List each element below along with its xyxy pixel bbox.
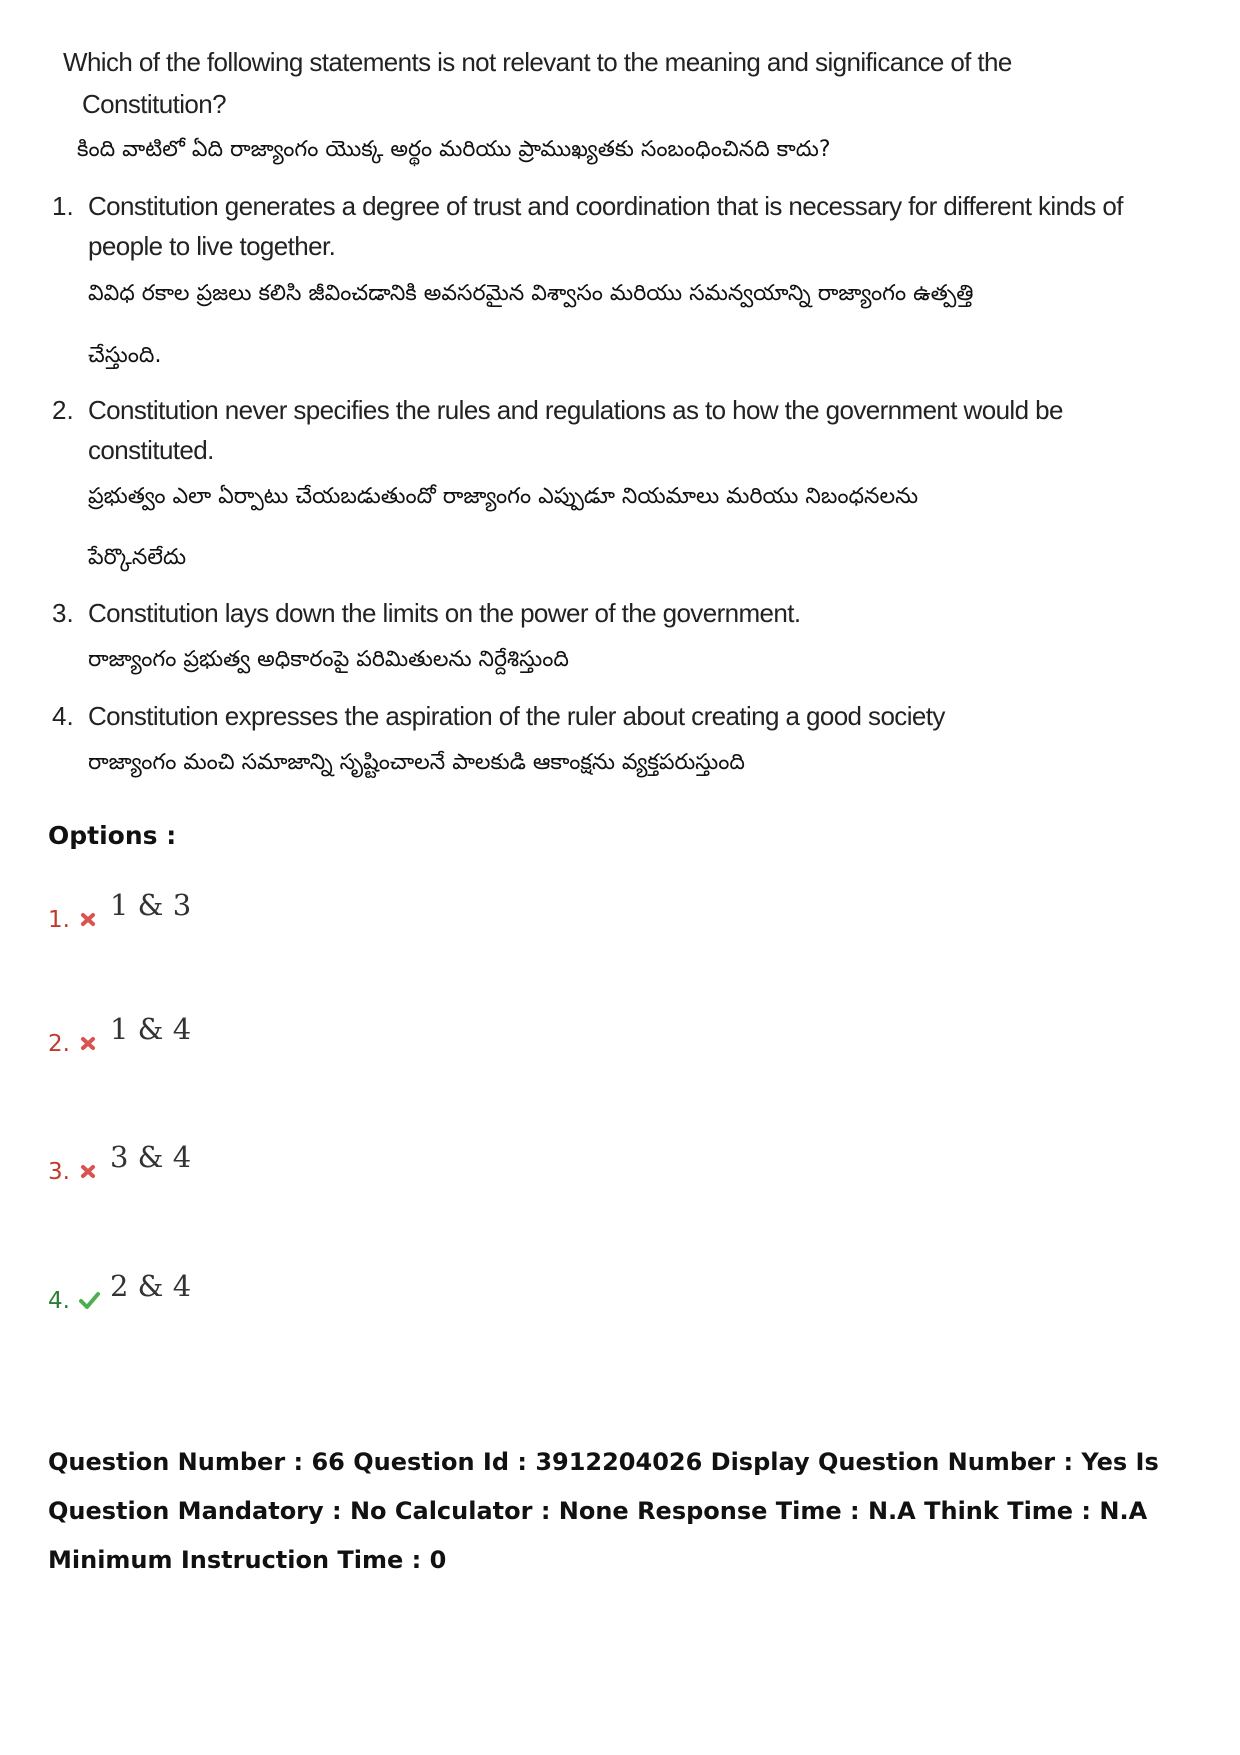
options-heading: Options : (48, 821, 177, 850)
option-2-text: 1 & 4 (110, 1012, 192, 1046)
statement-4-english-line1: Constitution expresses the aspiration of the ruler about creating a good society (88, 701, 945, 731)
statement-2-english-line2: constituted. (88, 435, 214, 465)
option-1-text: 1 & 3 (110, 888, 192, 922)
option-2[interactable] (48, 1008, 448, 1058)
option-4-text: 2 & 4 (110, 1269, 192, 1303)
option-4[interactable] (48, 1265, 448, 1315)
cross-icon (78, 908, 100, 930)
statement-2-telugu-line1: ప్రభుత్వం ఎలా ఏర్పాటు చేయబడుతుందో రాజ్యాంగం ఎప్పుడూ నియమాలు మరియు నిబంధనలను (88, 484, 919, 509)
statement-3-telugu-line1: రాజ్యాంగం ప్రభుత్వ అధికారంపై పరిమితులను నిర్దేశిస్తుంది (88, 647, 569, 672)
statement-3-english-line1: Constitution lays down the limits on the power of the government. (88, 598, 801, 628)
question-metadata: Question Number : 66 Question Id : 3912204026 Display Question Number : Yes Is Question Mandatory : No Calculator : None Response Time : N.A Think Time : N.A Minimum Instruction Time : 0 (48, 1448, 1159, 1574)
option-1[interactable] (48, 884, 448, 934)
question-stem-english-line1: Which of the following statements is not relevant to the meaning and significance of the (63, 47, 1012, 77)
option-1-number: 1. (48, 907, 70, 933)
cross-icon (78, 1032, 100, 1054)
statement-3-number: 3. (52, 598, 74, 628)
option-4-number: 4. (48, 1288, 70, 1314)
question-stem-telugu: కింది వాటిలో ఏది రాజ్యాంగం యొక్క అర్థం మరియు ప్రాముఖ్యతకు సంబంధించినది కాదు? (77, 137, 831, 162)
option-3-text: 3 & 4 (110, 1140, 192, 1174)
statement-1-english-line2: people to live together. (88, 231, 336, 261)
statement-2-telugu-line2: పేర్కొనలేదు (88, 545, 187, 570)
statement-1-number: 1. (52, 191, 74, 221)
cross-icon (78, 1160, 100, 1182)
statement-1-english-line1: Constitution generates a degree of trust and coordination that is necessary for different kinds of (88, 191, 1123, 221)
statement-4-number: 4. (52, 701, 74, 731)
option-3-number: 3. (48, 1159, 70, 1185)
option-3[interactable] (48, 1136, 448, 1186)
check-icon (78, 1289, 100, 1311)
statement-4-telugu-line1: రాజ్యాంగం మంచి సమాజాన్ని సృష్టించాలనే పాలకుడి ఆకాంక్షను వ్యక్తపరుస్తుంది (88, 750, 745, 775)
statement-1-telugu-line2: చేస్తుంది. (88, 343, 162, 368)
statement-1-telugu-line1: వివిధ రకాల ప్రజలు కలిసి జీవించడానికి అవసరమైన విశ్వాసం మరియు సమన్వయాన్ని రాజ్యాంగం ఉత్పత్తి (88, 281, 974, 306)
question-stem-english-line2: Constitution? (82, 89, 226, 119)
statement-2-number: 2. (52, 395, 74, 425)
option-2-number: 2. (48, 1031, 70, 1057)
statement-2-english-line1: Constitution never specifies the rules and regulations as to how the government would be (88, 395, 1063, 425)
